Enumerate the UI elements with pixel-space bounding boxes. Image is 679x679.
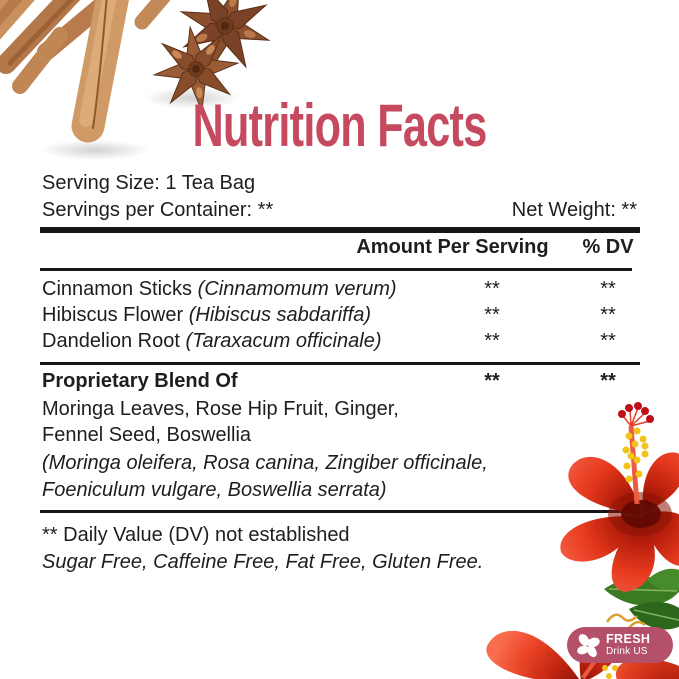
amount-value: ** [484,370,500,392]
blend-components [42,396,399,448]
dv-header: % DV [582,236,634,258]
ingredient-name: Cinnamon Sticks [42,278,193,300]
ingredient-latin-name: (Cinnamomum verum) [197,278,397,300]
divider-thick [40,227,640,233]
dv-value: ** [600,304,616,326]
ingredient-latin-name: (Hibiscus sabdariffa) [188,304,372,326]
serving-size-text: Serving Size: 1 Tea Bag [42,172,256,194]
blend-components-line1: Moringa Leaves, Rose Hip Fruit, Ginger, [42,398,399,420]
footnotes [42,522,483,576]
brand-name: FRESH [606,631,651,646]
blend-latin-line2: Foeniculum vulgare, Boswellia serrata) [42,479,387,501]
amount-per-serving-header: Amount Per Serving [356,236,549,258]
dv-value: ** [600,370,616,392]
table-row [0,328,679,355]
table-row [0,276,679,303]
divider [40,268,632,271]
brand-logo [567,627,673,663]
ingredient-name: Hibiscus Flower [42,304,184,326]
amount-value: ** [484,278,500,300]
ingredient-latin-name: (Taraxacum officinale) [185,330,382,352]
net-weight-text: Net Weight: ** [511,199,637,221]
blend-latin-names [42,450,488,504]
divider [40,362,640,365]
serving-info [42,170,273,224]
hibiscus-flower-icon [560,402,679,592]
amount-value: ** [484,304,500,326]
dv-value: ** [600,278,616,300]
stamen-tips [618,402,654,426]
table-header [0,236,679,263]
blend-name: Proprietary Blend Of [42,370,238,392]
servings-per-container-text: Servings per Container: ** [42,199,274,221]
ingredient-name: Dandelion Root [42,330,180,352]
amount-value: ** [484,330,500,352]
brand-subtitle: Drink US [606,646,648,658]
blend-components-line2: Fennel Seed, Boswellia [42,424,252,446]
dv-value: ** [600,330,616,352]
free-claims: Sugar Free, Caffeine Free, Fat Free, Gluten Free. [42,551,484,573]
blend-latin-line1: (Moringa oleifera, Rosa canina, Zingiber officinale, [42,452,488,474]
dv-note: ** Daily Value (DV) not established [42,524,350,546]
table-row [0,302,679,329]
page-title: Nutrition Facts [192,92,487,159]
four-petal-flower-icon [575,632,601,658]
